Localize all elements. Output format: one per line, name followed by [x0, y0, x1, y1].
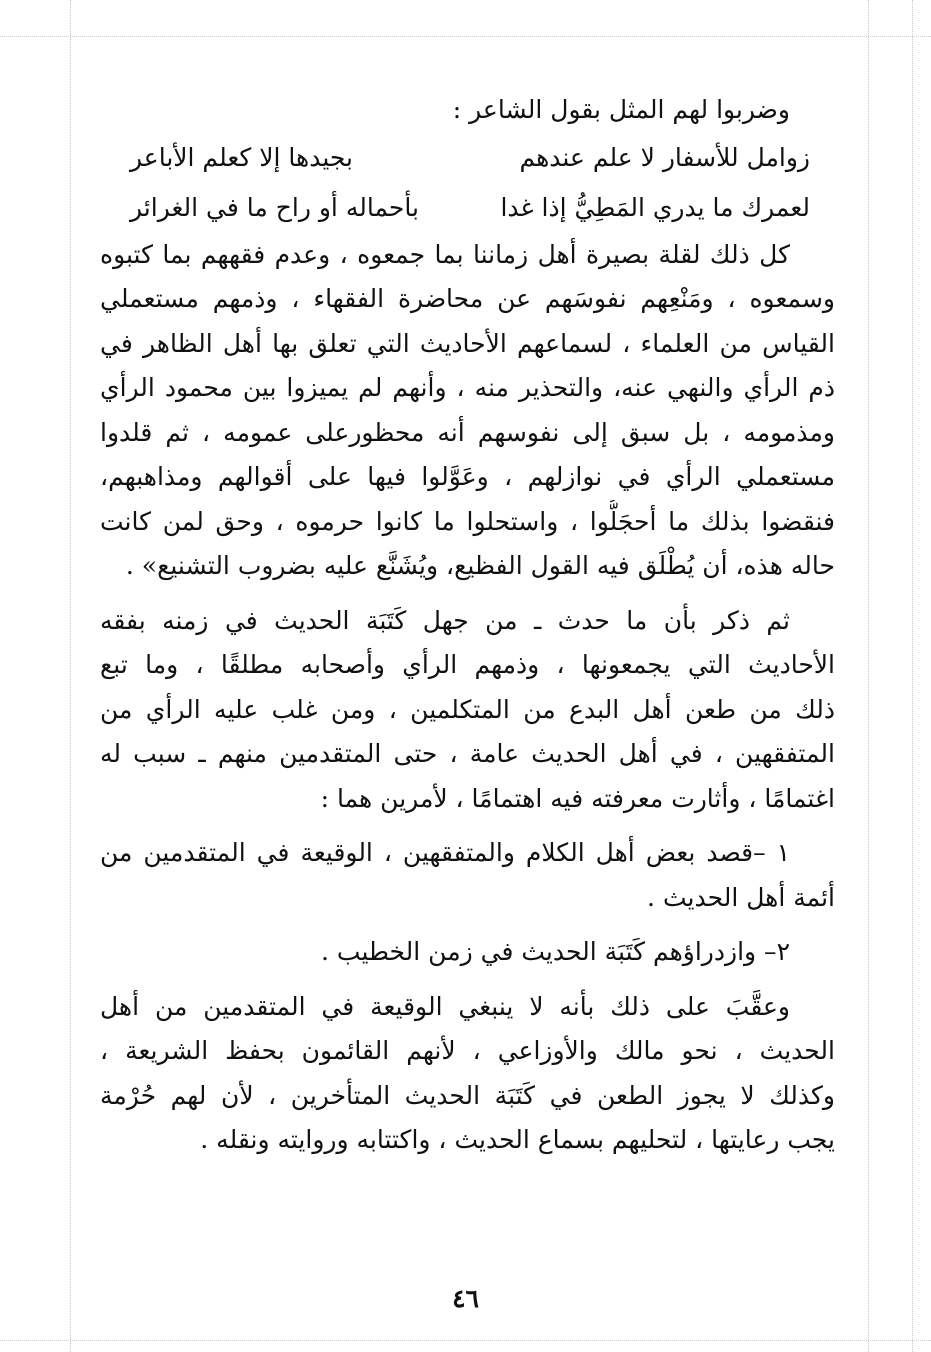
- text-line: اغتمامًا ، وأثارت معرفته فيه اهتمامًا ، لأمرين هما :: [320, 783, 835, 813]
- verse-first-half: لعمرك ما يدري المَطِيُّ إذا غدا: [500, 192, 810, 222]
- verse-second-half: بأحماله أو راح ما في الغرائر: [130, 192, 419, 222]
- reason-list-item-1: [100, 831, 835, 920]
- text-line: ٢– وازدراؤهم كَتَبَة الحديث في زمن الخطيب .: [321, 937, 790, 966]
- poem-verse: [100, 133, 835, 183]
- intro-line: وضربوا لهم المثل بقول الشاعر :: [452, 95, 790, 124]
- text-line: كل ذلك لقلة بصيرة أهل زماننا بما جمعوه ، وعدم فقههم بما كتبوه: [100, 239, 790, 269]
- text-line: ذلك من طعن أهل البدع من المتكلمين ، ومن غلب عليه الرأي من: [100, 694, 835, 724]
- text-line: القياس من العلماء ، لسماعهم الأحاديث التي تعلق بها أهل الظاهر في: [100, 328, 835, 358]
- scan-guide-line: [70, 0, 71, 1352]
- text-line: ذم الرأي والنهي عنه، والتحذير منه ، وأنهم لم يميزوا بين محمود الرأي: [100, 373, 835, 402]
- text-line: الأحاديث التي يجمعونها ، وذمهم الرأي وأصحابه مطلقًا ، وما تبع: [100, 650, 835, 679]
- paragraph-2: [100, 599, 835, 822]
- scan-guide-line: [868, 0, 869, 1352]
- text-line: مستعملي الرأي في نوازلهم ، وعَوَّلوا فيها على أقوالهم ومذاهبهم،: [100, 462, 835, 491]
- poem-verse: [100, 183, 835, 233]
- reason-list-item-2: [100, 930, 835, 975]
- text-line: فنقضوا بذلك ما أحجَلُّوا ، واستحلوا ما كانوا حرموه ، وحق لمن كانت: [100, 506, 835, 536]
- text-line: وكذلك لا يجوز الطعن في كَتَبَة الحديث المتأخرين ، لأن لهم حُرْمة: [100, 1080, 835, 1110]
- text-line: ثم ذكر بأن ما حدث ـ من جهل كَتَبَة الحديث في زمنه بفقه: [100, 605, 790, 635]
- text-line: يجب رعايتها ، لتحليهم بسماع الحديث ، واكتتابه وروايته ونقله .: [200, 1125, 835, 1154]
- page-body: [100, 88, 835, 1163]
- scan-guide-line: [912, 0, 913, 1352]
- text-line: المتفقهين ، في أهل الحديث عامة ، حتى المتقدمين منهم ـ سبب له: [100, 739, 835, 768]
- poem: [100, 133, 835, 233]
- text-line: ومذمومه ، بل سبق إلى نفوسهم أنه محظورعلى عمومه ، ثم قلدوا: [100, 417, 835, 447]
- scan-guide-line: [0, 1340, 931, 1341]
- text-line: ١ –قصد بعض أهل الكلام والمتفقهين ، الوقيعة في المتقدمين من: [100, 838, 790, 867]
- scan-guide-line: [0, 36, 931, 37]
- page-number: ٤٦: [452, 1284, 479, 1313]
- verse-second-half: بجيدها إلا كعلم الأباعر: [130, 142, 353, 172]
- text-line: وعقَّبَ على ذلك بأنه لا ينبغي الوقيعة في المتقدمين من أهل: [100, 991, 790, 1021]
- text-line: وسمعوه ، ومَنْعِهم نفوسَهم عن محاضرة الفقهاء ، وذمهم مستعملي: [100, 284, 835, 313]
- text-line: الحديث ، نحو مالك والأوزاعي ، لأنهم القائمون بحفظ الشريعة ،: [100, 1036, 835, 1065]
- paragraph-3: [100, 985, 835, 1163]
- text-line: أئمة أهل الحديث .: [647, 882, 835, 912]
- text-line: حاله هذه، أن يُطْلَق فيه القول الفظيع، ويُشَنَّع عليه بضروب التشنيع» .: [125, 551, 835, 580]
- verse-first-half: زوامل للأسفار لا علم عندهم: [519, 142, 810, 172]
- paragraph-1: [100, 233, 835, 589]
